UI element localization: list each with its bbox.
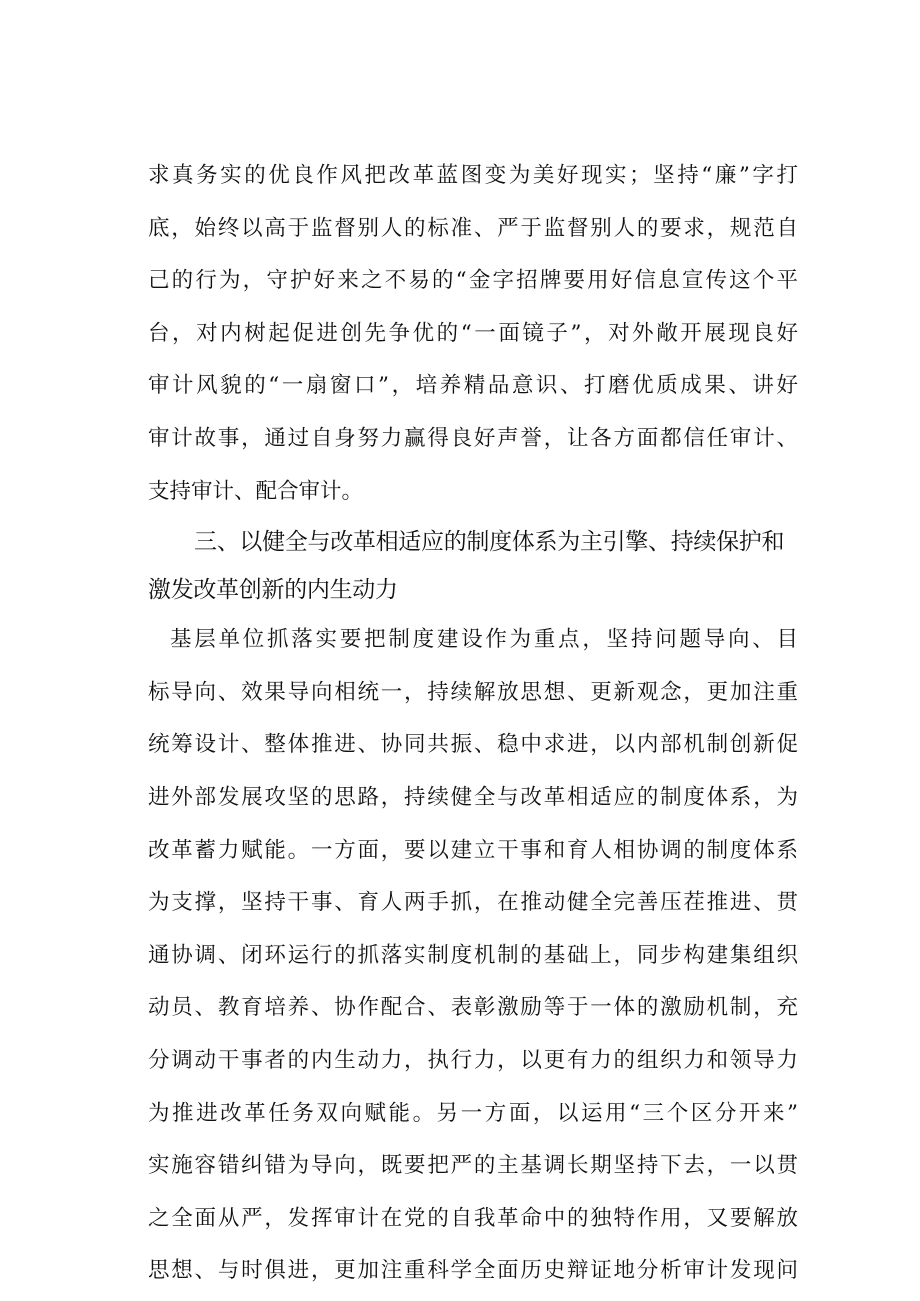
text-line: 改革蓄力赋能。一方面，要以建立干事和育人相协调的制度体系 <box>148 837 798 863</box>
text-line: 之全面从严，发挥审计在党的自我革命中的独特作用，又要解放 <box>148 1205 798 1231</box>
text-line: 统筹设计、整体推进、协同共振、稳中求进，以内部机制创新促 <box>148 732 798 758</box>
text-line: 求真务实的优良作风把改革蓝图变为美好现实；坚持“廉”字打 <box>148 163 798 188</box>
text-line: 进外部发展攻坚的思路，持续健全与改革相适应的制度体系，为 <box>148 784 798 810</box>
section-heading <box>148 518 798 614</box>
text-line: 动员、教育培养、协作配合、表彰激励等于一体的激励机制，充 <box>148 995 798 1021</box>
text-line: 支持审计、配合审计。 <box>148 478 364 504</box>
text-line: 标导向、效果导向相统一，持续解放思想、更新观念，更加注重 <box>148 679 798 705</box>
text-line: 审计故事，通过自身努力赢得良好声誉，让各方面都信任审计、 <box>148 425 798 451</box>
heading-line: 激发改革创新的内生动力 <box>148 577 398 604</box>
text-line: 基层单位抓落实要把制度建设作为重点，坚持问题导向、目 <box>170 627 798 653</box>
text-line: 台，对内树起促进创先争优的“一面镜子”，对外敞开展现良好 <box>148 320 798 346</box>
text-line: 底，始终以高于监督别人的标准、严于监督别人的要求，规范自 <box>148 215 798 241</box>
text-line: 己的行为，守护好来之不易的“金字招牌要用好信息宣传这个平 <box>148 268 798 294</box>
text-line: 为推进改革任务双向赋能。另一方面，以运用“三个区分开来” <box>148 1100 798 1126</box>
text-line: 审计风貌的“一扇窗口”，培养精品意识、打磨优质成果、讲好 <box>148 373 798 399</box>
text-line: 分调动干事者的内生动力，执行力，以更有力的组织力和领导力 <box>148 1047 798 1073</box>
text-line: 为支撑，坚持干事、育人两手抓，在推动健全完善压茬推进、贯 <box>148 890 798 916</box>
heading-line: 三、以健全与改革相适应的制度体系为主引擎、持续保护和 <box>194 529 785 556</box>
text-line: 思想、与时俱进，更加注重科学全面历史辩证地分析审计发现问 <box>148 1258 798 1284</box>
document-page <box>148 150 798 1298</box>
paragraph-body <box>148 614 798 1298</box>
paragraph-continuation <box>148 150 798 518</box>
text-line: 通协调、闭环运行的抓落实制度机制的基础上，同步构建集组织 <box>148 942 798 968</box>
text-line: 实施容错纠错为导向，既要把严的主基调长期坚持下去，一以贯 <box>148 1153 798 1179</box>
